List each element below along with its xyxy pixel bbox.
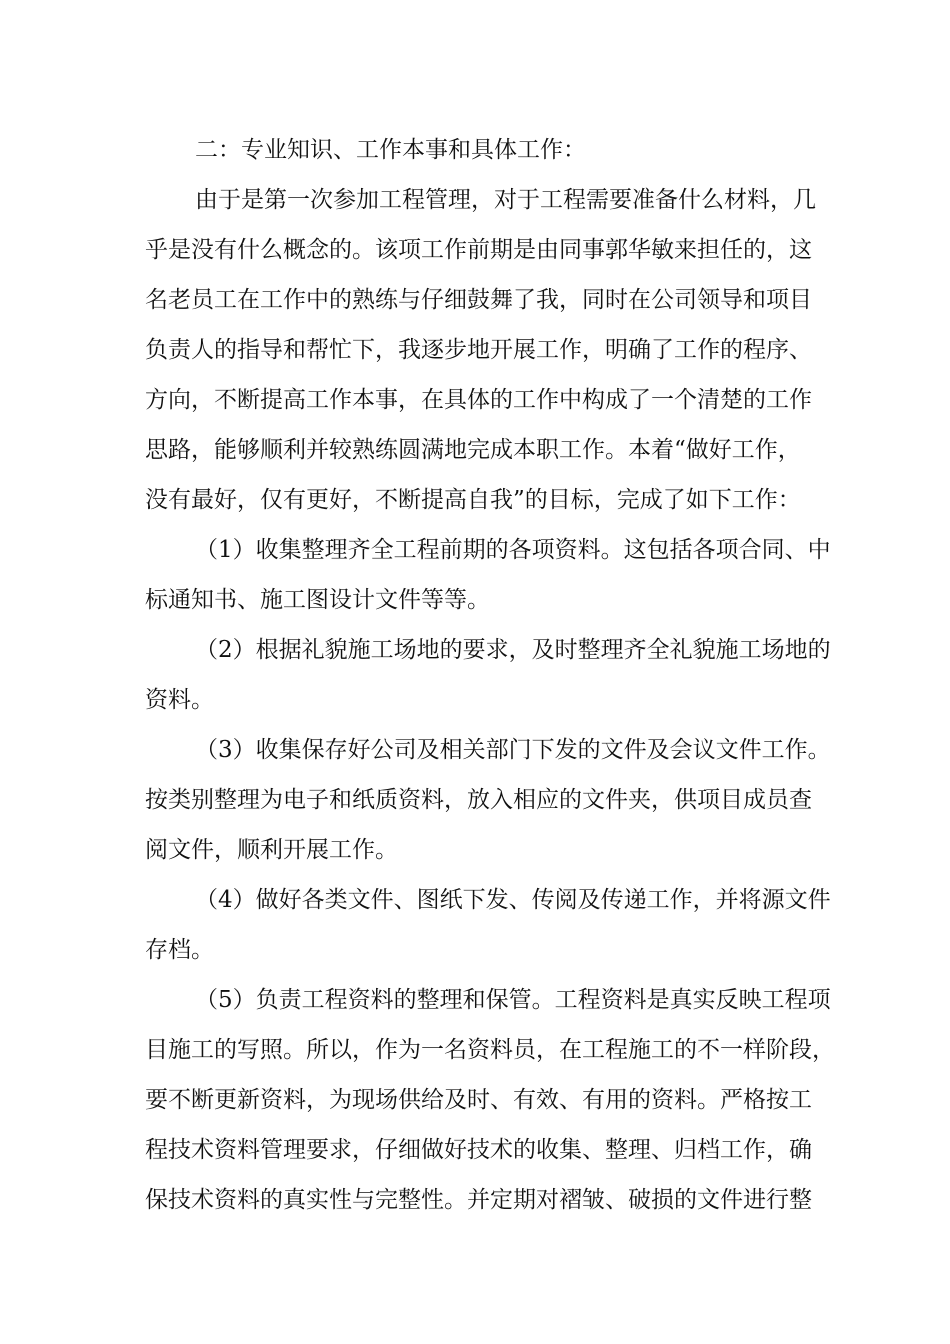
list-item-1-line: 标通知书、施工图设计文件等等。 [145,587,490,613]
list-item-5-line: 保技术资料的真实性与完整性。并定期对褶皱、破损的文件进行整 [145,1187,812,1213]
paragraph-line: 思路，能够顺利并较熟练圆满地完成本职工作。本着“做好工作， [145,437,801,463]
list-item-2-line: （2）根据礼貌施工场地的要求，及时整理齐全礼貌施工场地的 [195,637,831,663]
paragraph-line: 没有最好，仅有更好，不断提高自我”的目标，完成了如下工作： [145,487,801,513]
list-item-5-line: 要不断更新资料，为现场供给及时、有效、有用的资料。严格按工 [145,1087,812,1113]
paragraph-line: 乎是没有什么概念的。该项工作前期是由同事郭华敏来担任的，这 [145,237,812,263]
list-item-4-line: 存档。 [145,937,214,963]
paragraph-line: 负责人的指导和帮忙下，我逐步地开展工作，明确了工作的程序、 [145,337,812,363]
list-item-3-line: 阅文件，顺利开展工作。 [145,837,398,863]
list-item-5-line: （5）负责工程资料的整理和保管。工程资料是真实反映工程项 [195,987,831,1013]
paragraph-line: 由于是第一次参加工程管理，对于工程需要准备什么材料，几 [195,187,816,213]
section-heading: 二：专业知识、工作本事和具体工作： [195,137,586,163]
list-item-1-line: （1）收集整理齐全工程前期的各项资料。这包括各项合同、中 [195,537,831,563]
paragraph-line: 方向，不断提高工作本事，在具体的工作中构成了一个清楚的工作 [145,387,812,413]
list-item-2-line: 资料。 [145,687,214,713]
list-item-5-line: 目施工的写照。所以，作为一名资料员，在工程施工的不一样阶段， [145,1037,835,1063]
paragraph-line: 名老员工在工作中的熟练与仔细鼓舞了我，同时在公司领导和项目 [145,287,812,313]
list-item-3-line: 按类别整理为电子和纸质资料，放入相应的文件夹，供项目成员查 [145,787,812,813]
list-item-4-line: （4）做好各类文件、图纸下发、传阅及传递工作，并将源文件 [195,887,831,913]
list-item-3-line: （3）收集保存好公司及相关部门下发的文件及会议文件工作。 [195,737,831,763]
list-item-5-line: 程技术资料管理要求，仔细做好技术的收集、整理、归档工作，确 [145,1137,812,1163]
